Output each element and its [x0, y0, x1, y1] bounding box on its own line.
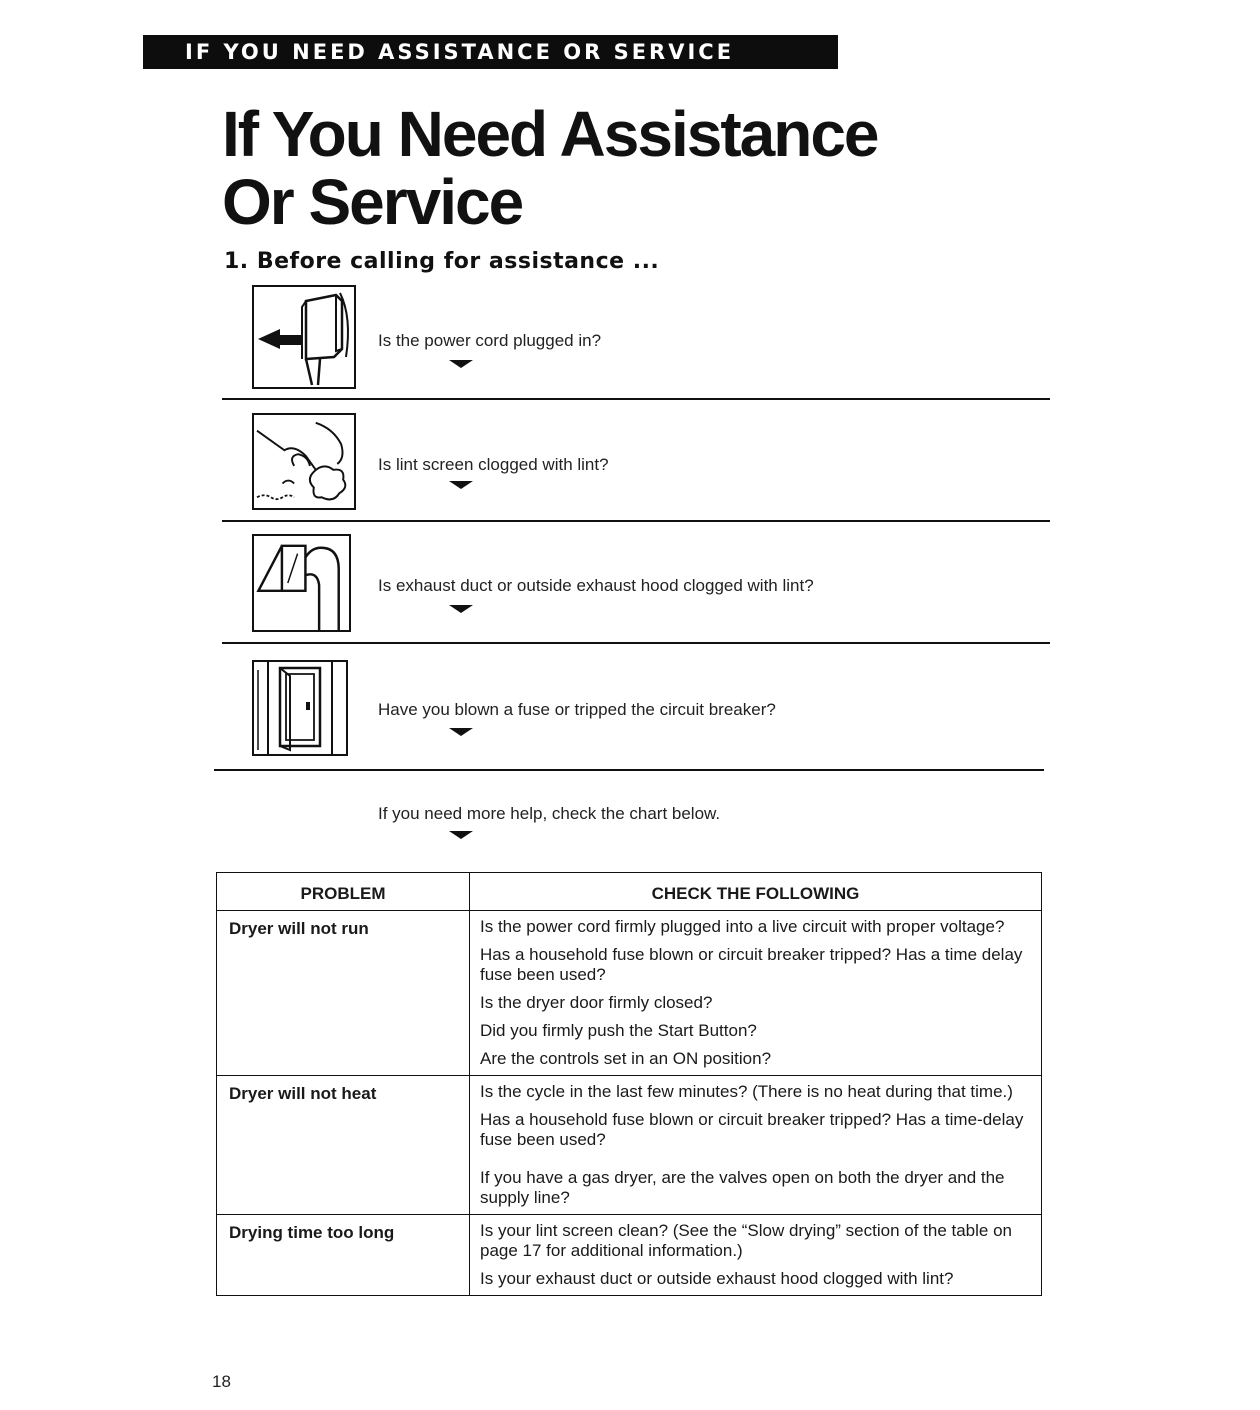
divider	[222, 398, 1050, 400]
down-arrow-icon	[449, 360, 473, 368]
down-arrow-icon	[449, 481, 473, 489]
problem-cell: Dryer will not heat	[217, 1076, 470, 1215]
check-item: Are the controls set in an ON position?	[480, 1049, 772, 1068]
check-item: Is your lint screen clean? (See the “Slow drying” section of the table on page 17 for additional information.)	[480, 1221, 1013, 1260]
check-item: Is the cycle in the last few minutes? (There is no heat during that time.)	[480, 1082, 1013, 1101]
table-row	[217, 1076, 1042, 1215]
section-banner: IF YOU NEED ASSISTANCE OR SERVICE	[143, 35, 838, 69]
exhaust-hood-icon	[252, 534, 351, 632]
table-header-row	[217, 873, 1042, 911]
check-item: Has a household fuse blown or circuit breaker tripped? Has a time delay fuse been used?	[480, 945, 1023, 984]
section-subhead: 1. Before calling for assistance ...	[224, 249, 660, 274]
check-item: If you have a gas dryer, are the valves open on both the dryer and the supply line?	[480, 1168, 1005, 1207]
check-item: Is the power cord firmly plugged into a live circuit with proper voltage?	[480, 917, 1005, 936]
page-number: 18	[212, 1372, 231, 1391]
column-header-problem: PROBLEM	[217, 873, 470, 911]
troubleshooting-table	[216, 872, 1042, 1296]
check-item: Has a household fuse blown or circuit breaker tripped? Has a time-delay fuse been used?	[480, 1110, 1024, 1149]
down-arrow-icon	[449, 605, 473, 613]
checks-cell	[470, 911, 1042, 1076]
problem-cell: Drying time too long	[217, 1215, 470, 1296]
checks-cell	[470, 1215, 1042, 1296]
checklist-question: Have you blown a fuse or tripped the circuit breaker?	[378, 700, 776, 719]
table-row	[217, 911, 1042, 1076]
down-arrow-icon	[449, 728, 473, 736]
fuse-box-icon	[252, 660, 348, 756]
check-item: Is your exhaust duct or outside exhaust hood clogged with lint?	[480, 1269, 954, 1288]
page-title	[222, 100, 878, 236]
page-title-line2: Or Service	[222, 166, 523, 238]
page-title-line1: If You Need Assistance	[222, 98, 878, 170]
divider	[222, 520, 1050, 522]
table-row	[217, 1215, 1042, 1296]
column-header-check: CHECK THE FOLLOWING	[470, 873, 1042, 911]
power-plug-icon	[252, 285, 356, 389]
down-arrow-icon	[449, 831, 473, 839]
check-item: Is the dryer door firmly closed?	[480, 993, 713, 1012]
checklist-question: Is lint screen clogged with lint?	[378, 455, 609, 474]
divider	[222, 642, 1050, 644]
checks-cell	[470, 1076, 1042, 1215]
divider	[214, 769, 1044, 771]
checklist-question: Is exhaust duct or outside exhaust hood clogged with lint?	[378, 576, 814, 595]
problem-cell: Dryer will not run	[217, 911, 470, 1076]
check-item: Did you firmly push the Start Button?	[480, 1021, 757, 1040]
help-text: If you need more help, check the chart below.	[378, 804, 721, 823]
lint-screen-icon	[252, 413, 356, 510]
checklist-question: Is the power cord plugged in?	[378, 331, 602, 350]
